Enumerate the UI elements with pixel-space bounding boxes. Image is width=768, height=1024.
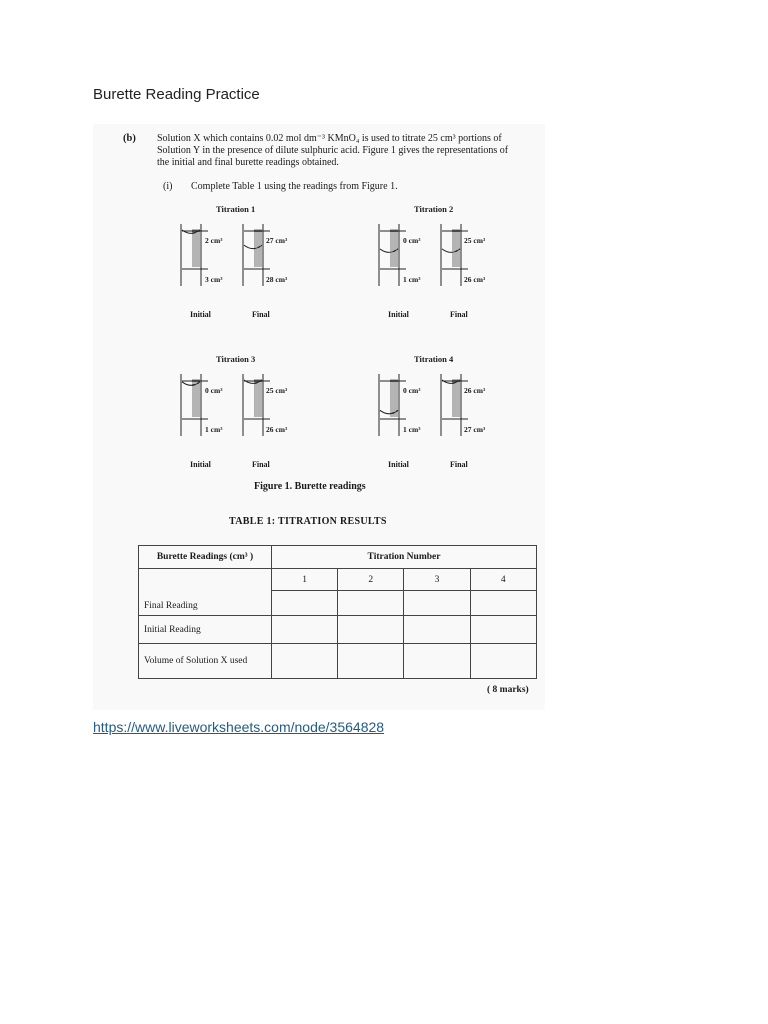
titration-title-1: Titration 1 [216, 204, 256, 214]
worksheet-content [93, 124, 545, 710]
final-top-label: 25 cm³ [464, 236, 486, 245]
question-label: (b) [123, 133, 136, 144]
volume-used-4[interactable] [470, 644, 536, 679]
row-label-volume: Volume of Solution X used [139, 644, 272, 679]
burette-initial-2 [379, 224, 406, 286]
final-reading-3[interactable] [404, 591, 470, 616]
burette-final-1 [243, 224, 270, 286]
meniscus [182, 230, 200, 234]
burette-initial-3 [181, 374, 208, 436]
intro-line: Solution Y in the presence of dilute sulphuric acid. Figure 1 gives the representations of [157, 145, 509, 156]
table-header-row [139, 546, 537, 569]
final-caption: Final [252, 460, 270, 469]
volume-used-1[interactable] [272, 644, 338, 679]
final-reading-2[interactable] [338, 591, 404, 616]
initial-bottom-label: 1 cm³ [403, 425, 421, 434]
figure-caption: Figure 1. Burette readings [254, 481, 366, 492]
initial-top-label: 0 cm³ [403, 386, 421, 395]
header-titration-number: Titration Number [272, 546, 537, 569]
titration-title-3: Titration 3 [216, 354, 256, 364]
sub-question-text: Complete Table 1 using the readings from Figure 1. [191, 181, 398, 192]
sub-question-label: (i) [163, 181, 173, 192]
meniscus [442, 380, 460, 384]
titration-number-3: 3 [404, 569, 470, 591]
final-bottom-label: 26 cm³ [266, 425, 288, 434]
titration-title-2: Titration 2 [414, 204, 454, 214]
final-caption: Final [252, 310, 270, 319]
row-label-final: Final Reading [139, 569, 272, 616]
burette-initial-4 [379, 374, 406, 436]
initial-bottom-label: 1 cm³ [205, 425, 223, 434]
final-top-label: 25 cm³ [266, 386, 288, 395]
initial-reading-3[interactable] [404, 616, 470, 644]
burette-final-2 [441, 224, 468, 286]
burette-initial-1 [181, 224, 208, 286]
table-row-initial [139, 616, 537, 644]
header-burette-readings: Burette Readings (cm³ ) [139, 546, 272, 569]
source-link[interactable]: https://www.liveworksheets.com/node/3564828 [93, 719, 385, 735]
final-top-label: 26 cm³ [464, 386, 486, 395]
row-label-initial: Initial Reading [139, 616, 272, 644]
final-caption: Final [450, 310, 468, 319]
titration-results-table [138, 545, 537, 679]
table-number-row [139, 569, 537, 591]
initial-caption: Initial [190, 310, 211, 319]
burette-final-3 [243, 374, 270, 436]
initial-reading-2[interactable] [338, 616, 404, 644]
initial-reading-1[interactable] [272, 616, 338, 644]
final-bottom-label: 27 cm³ [464, 425, 486, 434]
initial-top-label: 0 cm³ [403, 236, 421, 245]
initial-bottom-label: 1 cm³ [403, 275, 421, 284]
initial-top-label: 2 cm³ [205, 236, 223, 245]
titration-number-4: 4 [470, 569, 536, 591]
table-title: TABLE 1: TITRATION RESULTS [229, 516, 387, 527]
table-row-volume [139, 644, 537, 679]
final-caption: Final [450, 460, 468, 469]
initial-caption: Initial [388, 310, 409, 319]
marks-label: ( 8 marks) [487, 685, 529, 695]
burette-drawings [93, 124, 545, 484]
titration-title-4: Titration 4 [414, 354, 454, 364]
final-reading-4[interactable] [470, 591, 536, 616]
final-bottom-label: 26 cm³ [464, 275, 486, 284]
titration-number-2: 2 [338, 569, 404, 591]
meniscus [244, 380, 262, 384]
worksheet-scan [93, 124, 545, 710]
volume-used-2[interactable] [338, 644, 404, 679]
initial-reading-4[interactable] [470, 616, 536, 644]
initial-top-label: 0 cm³ [205, 386, 223, 395]
initial-bottom-label: 3 cm³ [205, 275, 223, 284]
final-bottom-label: 28 cm³ [266, 275, 288, 284]
initial-caption: Initial [388, 460, 409, 469]
volume-used-3[interactable] [404, 644, 470, 679]
initial-caption: Initial [190, 460, 211, 469]
intro-line: the initial and final burette readings obtained. [157, 157, 339, 168]
meniscus [380, 410, 398, 414]
final-top-label: 27 cm³ [266, 236, 288, 245]
burette-final-4 [441, 374, 468, 436]
titration-number-1: 1 [272, 569, 338, 591]
final-reading-1[interactable] [272, 591, 338, 616]
intro-line: Solution X which contains 0.02 mol dm⁻³ KMnO₄ is used to titrate 25 cm³ portions of [157, 133, 502, 144]
page-title: Burette Reading Practice [93, 86, 260, 103]
